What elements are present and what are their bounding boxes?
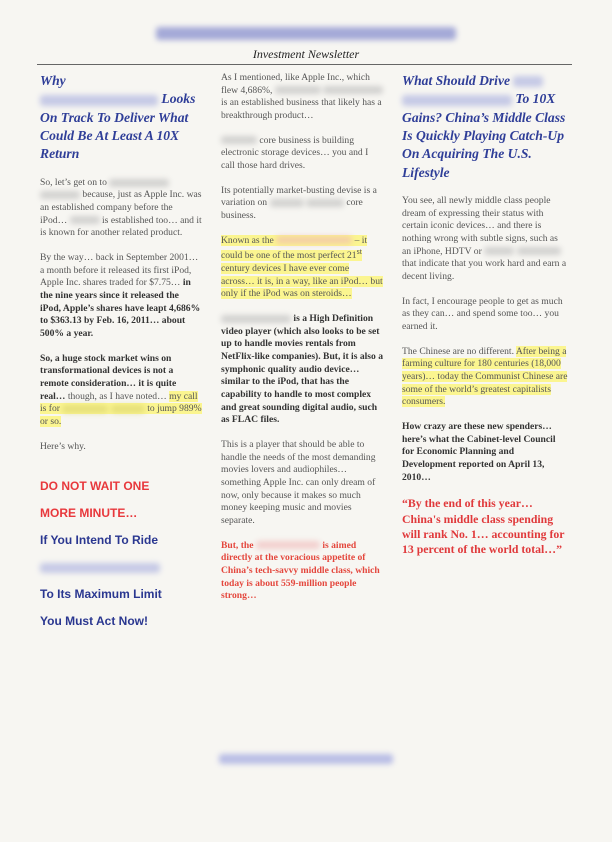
footer-redacted: [0, 750, 612, 768]
paragraph: Its potentially market-busting devise is a variation on core business.: [221, 184, 377, 221]
redacted-company: [40, 191, 80, 199]
masthead-redacted: [0, 24, 612, 42]
paragraph: This is a player that should be able to handle the needs of the most demanding movies lovers and audiophiles… something Apple Inc. can only dream of now, only because it makes so much money keeping music and movies separate.: [221, 438, 376, 526]
redacted-company: [40, 95, 158, 106]
paragraph: In fact, I encourage people to get as much as they can… and spend some too… you earned it.: [402, 295, 563, 332]
paragraph: So, let’s get on to because, just as Apple Inc. was an established company before the iPod… is established too… and it is known for another related product.: [40, 176, 202, 239]
paragraph: The Chinese are no different. After being a farming culture for 180 centuries (18,000 years)… today the Communist Chinese are some of the world’s greatest capitalists consumers.: [402, 345, 568, 408]
column-middle: [221, 72, 384, 615]
paragraph: core business is building electronic storage devices… you and I call those hard drives.: [221, 134, 369, 171]
highlight: After being a farming culture for 180 centuries (18,000 years)… today the Communist Chinese are some of the world’s greatest capitalists consumers.: [402, 345, 568, 408]
redacted-company: [70, 216, 100, 224]
header-divider: [37, 64, 572, 65]
newsletter-title: Investment Newsletter: [252, 47, 360, 61]
cta-line: To Its Maximum Limit: [40, 587, 162, 602]
headline-right: What Should Drive To 10X Gains? China’s Middle Class Is Quickly Playing Catch-Up On Acquiring The U.S. Lifestyle: [402, 73, 566, 180]
paragraph: You see, all newly middle class people dream of expressing their status with certain iconic devices… and there is nothing wrong with subtle signs, such as an iPhone, HDTV or that indicate that you work hard and earn a decent living.: [402, 195, 567, 282]
cta-line: If You Intend To Ride: [40, 533, 158, 548]
cta-line: DO NOT WAIT ONE: [40, 479, 150, 494]
cta-line: MORE MINUTE…: [40, 506, 138, 521]
cta-line: You Must Act Now!: [40, 614, 148, 629]
paragraph: is a High Definition video player (which also looks to be set up to handle movies rentals from NetFlix-like companies). But, it is also a symphonic quality audio device… similar to the iPod, that has the capability to handle to most complex and great sounding digital audio, such as FLAC files.: [221, 313, 384, 426]
pull-quote: “By the end of this year… China's middle class spending will rank No. 1… accounting for 13 percent of the world total…”: [402, 496, 565, 557]
redacted-url: [219, 754, 393, 764]
paragraph: How crazy are these new spenders… here’s what the Cabinet-level Council for Economic Planning and Development reported on April 13, 2010…: [402, 420, 556, 483]
highlight: Known as the – it could be one of the most perfect 21st century devices I have ever come across… it is, in a way, like an iPod… but only if the iPod was on steroids…: [221, 234, 383, 300]
highlight: my call is for to jump 989% or so.: [40, 390, 202, 427]
redacted-cta-line: [40, 560, 202, 575]
paragraph: By the way… back in September 2001… a month before it released its first iPod, Apple Inc. shares traded for $7.75… in the nine years since it released the iPod, Apple’s shares have leapt 4,686% to $363.13 by Feb. 16, 2011… about 500% a year.: [40, 252, 201, 339]
paragraph: So, a huge stock market wins on transformational devices is not a remote consideration… it is quite real… though, as I have noted… my call is for to jump 989% or so.: [40, 352, 202, 427]
column-right: [402, 72, 568, 570]
paragraph: But, the is aimed directly at the voracious appetite of China’s tech-savvy middle class, which today is about 559-million people strong…: [221, 539, 380, 602]
headline-left: Why Looks On Track To Deliver What Could Be At Least A 10X Return: [40, 73, 196, 162]
redacted-company: [109, 179, 169, 187]
redacted-company: [69, 76, 133, 87]
paragraph: Here’s why.: [40, 440, 86, 452]
redacted-publisher: [156, 27, 456, 40]
column-left: [40, 72, 202, 641]
paragraph: [221, 235, 384, 301]
paragraph: As I mentioned, like Apple Inc., which flew 4,686%, is an established business that likely has a breakthrough product…: [221, 72, 382, 121]
